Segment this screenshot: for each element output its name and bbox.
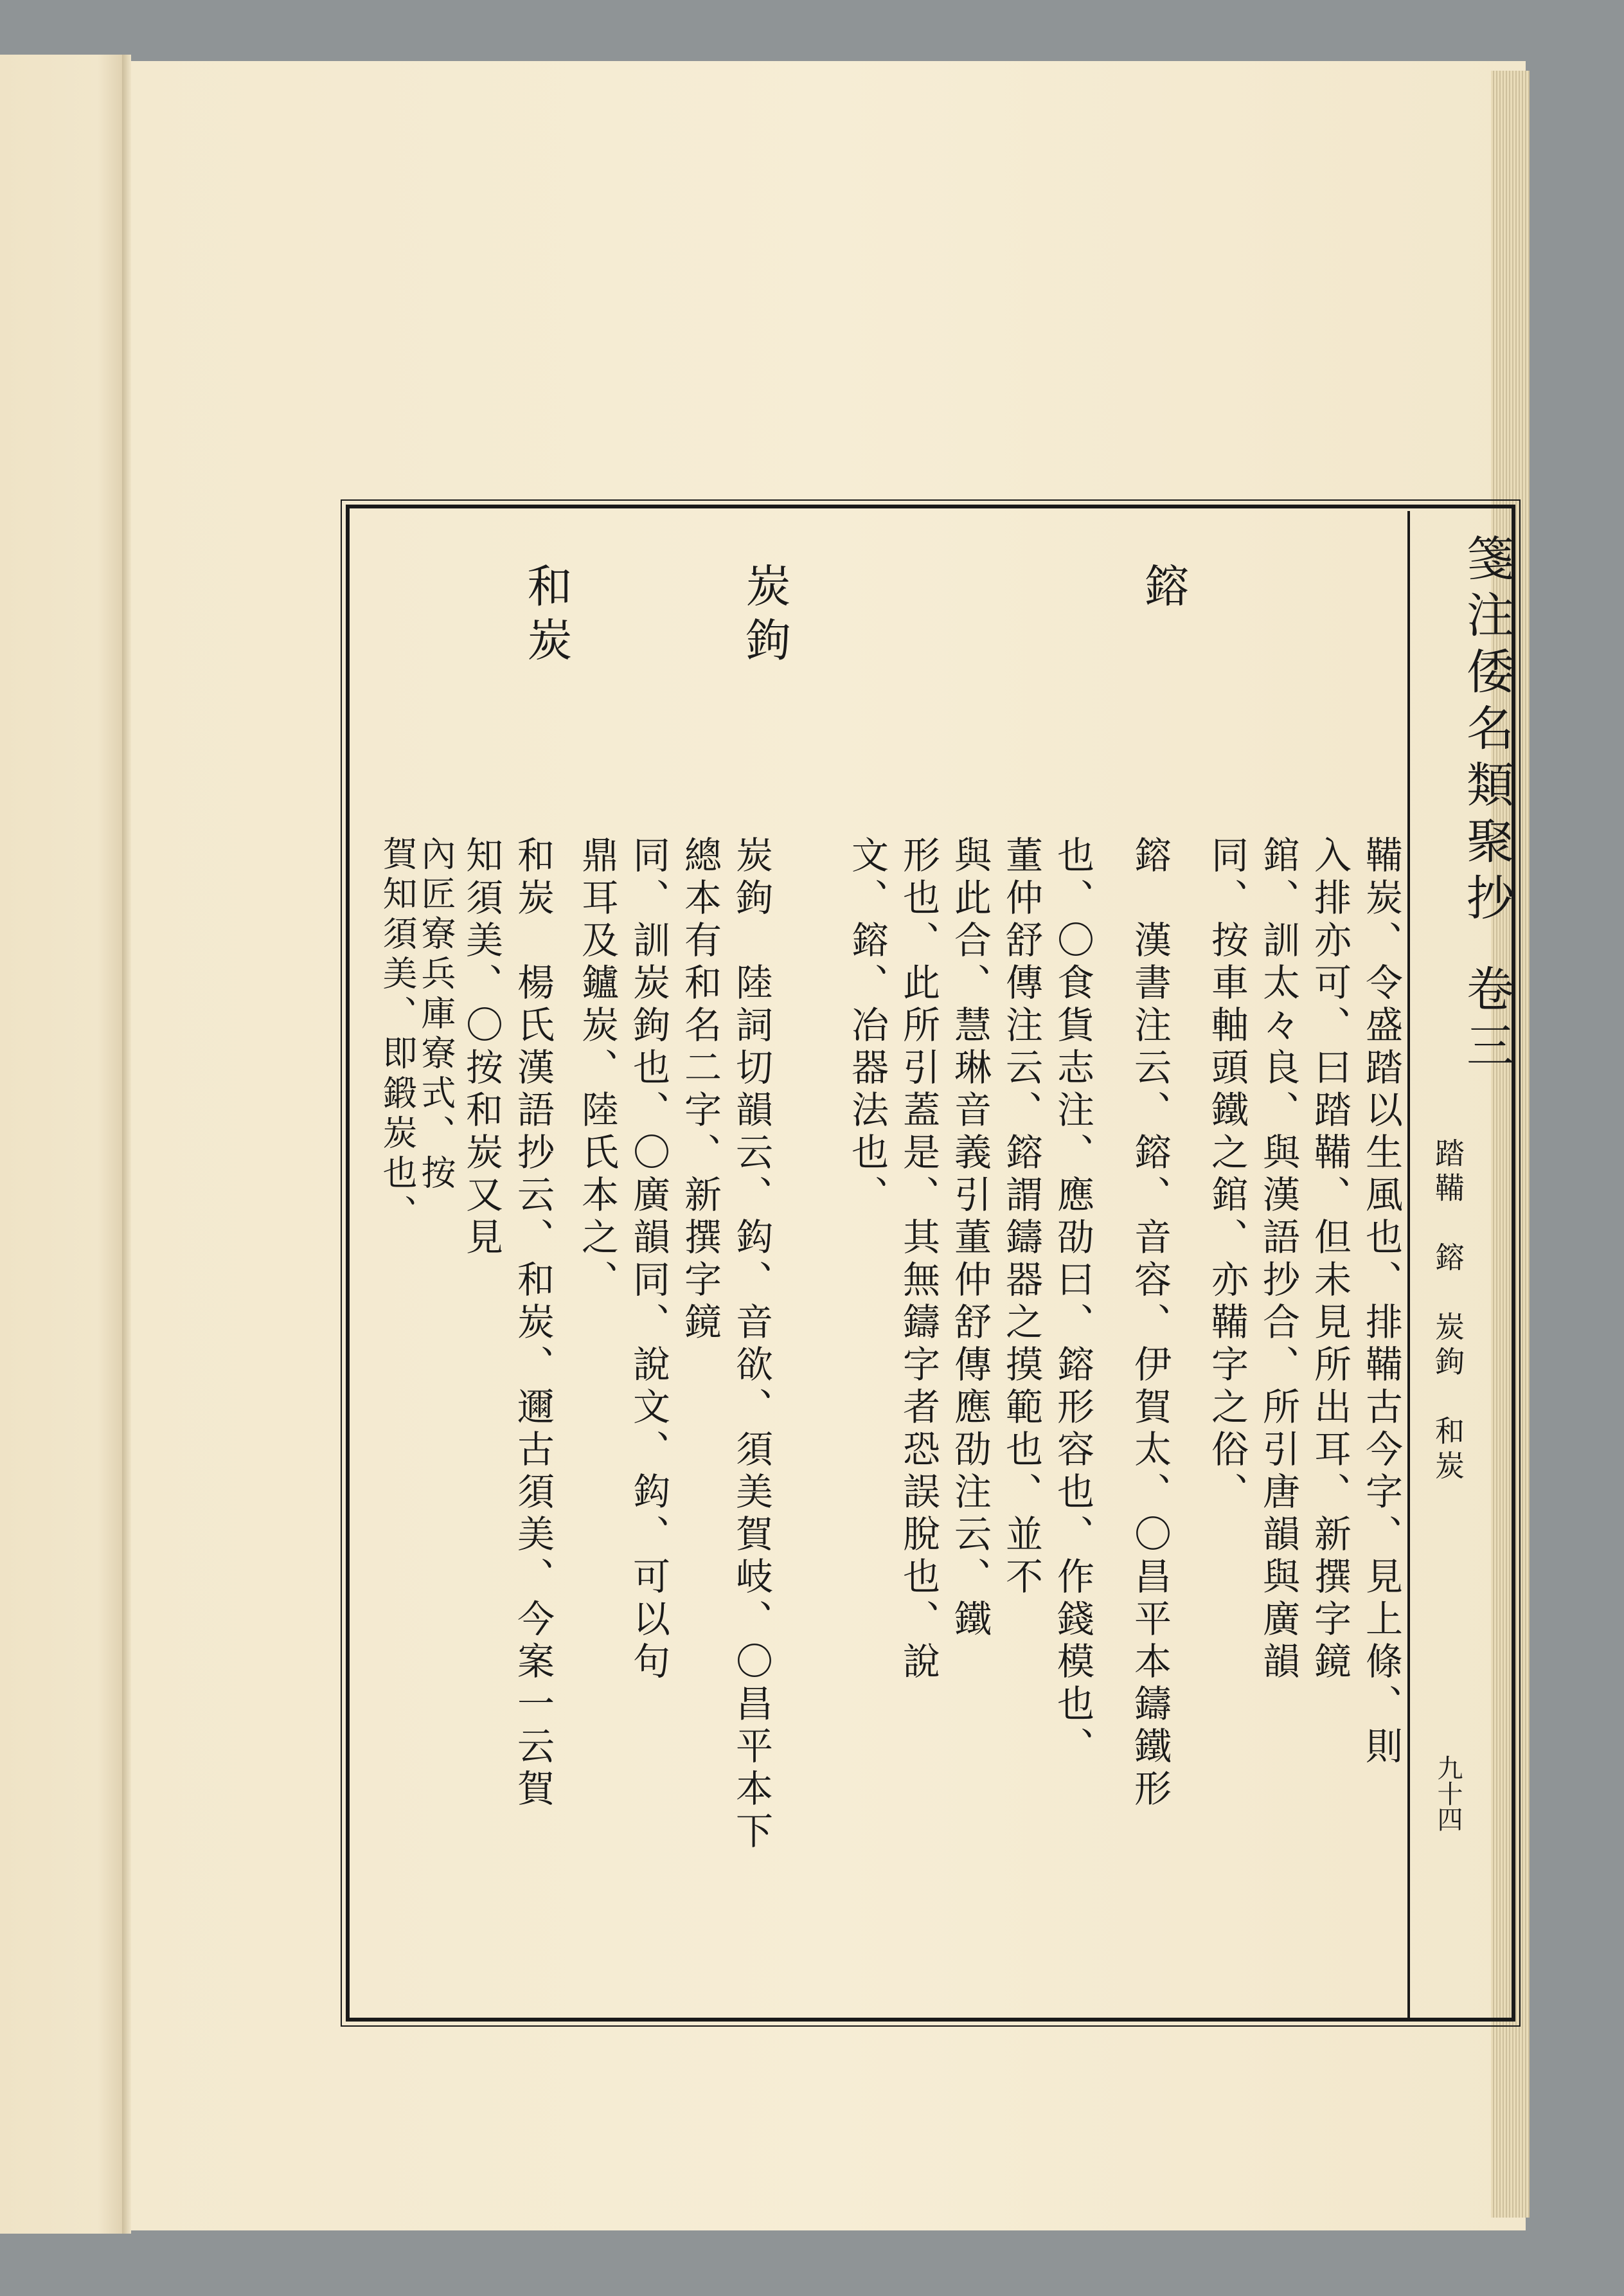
text-column-6: 也、〇食貨志注、應劭曰、鎔形容也、作錢模也、 bbox=[1051, 836, 1094, 1769]
margin-divider bbox=[1407, 511, 1410, 2018]
folio-number: 九十四 bbox=[1433, 1755, 1463, 1832]
entry-title-charcoal: 和炭 bbox=[520, 562, 573, 670]
text-column-11: 炭鉤 陸詞切韻云、鈎、音欲、須美賀岐、〇昌平本下 bbox=[729, 836, 773, 1854]
text-column-4: 同、按車軸頭鐵之錧、亦鞴字之俗、 bbox=[1205, 836, 1249, 1514]
text-column-3: 錧、訓太々良、與漢語抄合、所引唐韻與廣韻 bbox=[1256, 836, 1300, 1684]
left-page bbox=[0, 55, 122, 2234]
entry-title-tongue: 鎔 bbox=[1137, 562, 1190, 616]
margin-entries: 踏鞴 鎔 炭鉤 和炭 bbox=[1431, 1138, 1465, 1485]
text-column-8: 與此合、慧琳音義引董仲舒傳應劭注云、鐵 bbox=[948, 836, 992, 1642]
running-title: 箋注倭名類聚抄 bbox=[1459, 534, 1514, 929]
text-column-1: 鞴炭、令盛踏以生風也、排鞴古今字、見上條、則 bbox=[1359, 836, 1403, 1769]
text-column-5: 鎔 漢書注云、鎔、音容、伊賀太、〇昌平本鑄鐵形 bbox=[1128, 836, 1172, 1811]
text-column-18: 賀知須美、即鍛炭也、 bbox=[377, 836, 418, 1234]
text-column-14: 鼎耳及鑪炭、陸氏本之、 bbox=[575, 836, 619, 1302]
text-column-7: 董仲舒傳注云、鎔謂鑄器之摸範也、並不 bbox=[999, 836, 1043, 1599]
book-gutter bbox=[122, 55, 131, 2234]
text-column-15: 和炭 楊氏漢語抄云、和炭、邇古須美、今案一云賀 bbox=[511, 836, 555, 1811]
entry-title-hook: 炭鉤 bbox=[738, 562, 791, 670]
text-column-12: 總本有和名二字、新撰字鏡 bbox=[678, 836, 722, 1345]
text-column-13: 同、訓炭鉤也、〇廣韻同、說文、鈎、可以句 bbox=[627, 836, 670, 1684]
text-column-16: 知須美、〇按和炭又見 bbox=[460, 836, 503, 1260]
text-column-10: 文、鎔、冶器法也、 bbox=[845, 836, 889, 1217]
text-column-9: 形也、此所引蓋是、其無鑄字者恐誤脫也、說 bbox=[897, 836, 940, 1684]
volume-label: 卷三 bbox=[1459, 964, 1514, 1077]
text-column-2: 入排亦可、曰踏鞴、但未見所出耳、新撰字鏡 bbox=[1308, 836, 1352, 1684]
text-column-17: 內匠寮兵庫寮式、按 bbox=[416, 836, 456, 1194]
